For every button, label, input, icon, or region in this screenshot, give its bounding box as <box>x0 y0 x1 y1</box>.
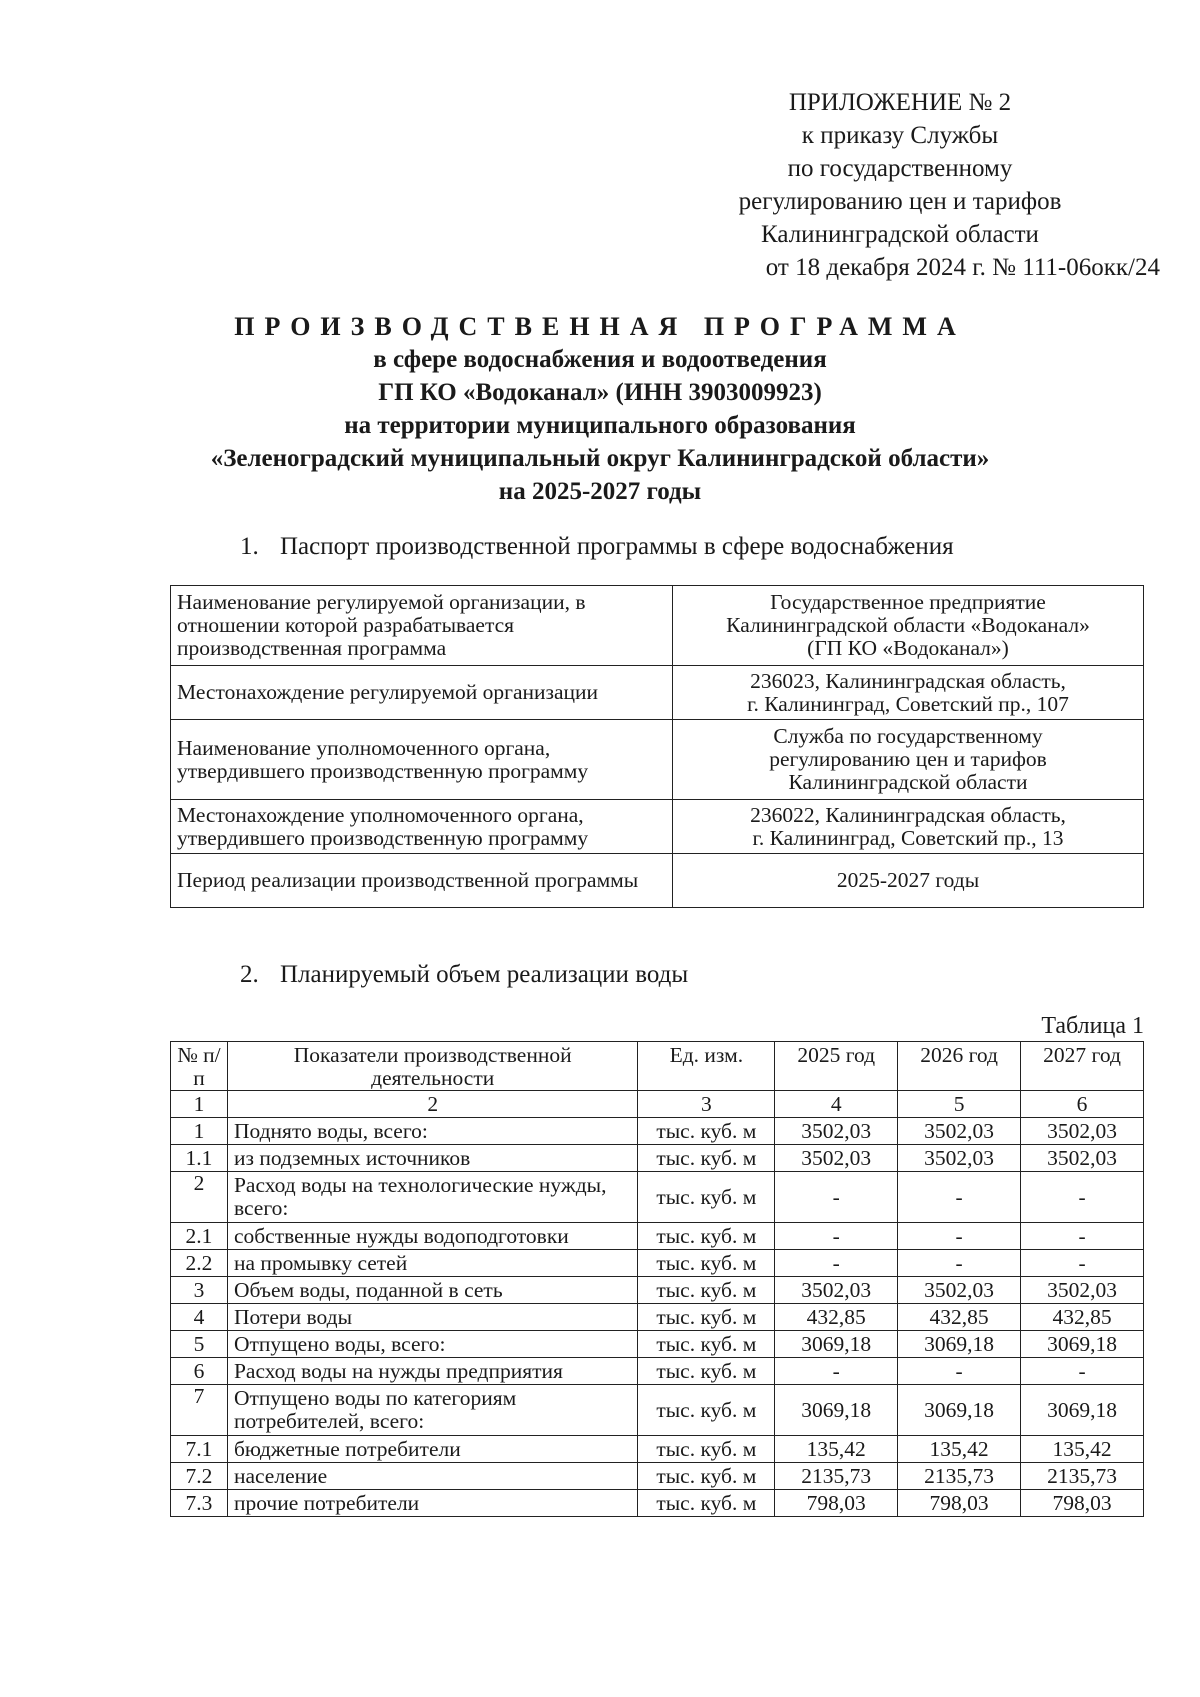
passport-label: Наименование уполномоченного органа, утвердившего производственную программу <box>171 720 673 800</box>
passport-value <box>673 854 1144 908</box>
title-line: ГП КО «Водоканал» (ИНН 3903009923) <box>378 379 822 406</box>
cell-number: 6 <box>171 1358 228 1385</box>
cell-number: 7.3 <box>171 1490 228 1517</box>
table-row <box>171 1331 1144 1358</box>
header-cell: Показатели производственной деятельности <box>227 1042 637 1091</box>
header-cell: Ед. изм. <box>638 1042 775 1091</box>
cell-unit: тыс. куб. м <box>638 1304 775 1331</box>
passport-table <box>170 585 1144 908</box>
cell-unit: тыс. куб. м <box>638 1223 775 1250</box>
table-row <box>171 1358 1144 1385</box>
passport-row <box>171 854 1144 908</box>
cell-y2026: - <box>898 1250 1021 1277</box>
passport-value-line: (ГП КО «Водоканал») <box>807 636 1009 660</box>
cell-y2027: - <box>1021 1250 1144 1277</box>
cell-y2026: 3069,18 <box>898 1331 1021 1358</box>
cell-y2025: 3502,03 <box>775 1277 898 1304</box>
cell-y2025: 135,42 <box>775 1436 898 1463</box>
passport-row <box>171 800 1144 854</box>
passport-value <box>673 800 1144 854</box>
cell-number: 2.1 <box>171 1223 228 1250</box>
section-number: 1. <box>240 533 259 560</box>
section-number: 2. <box>240 961 259 988</box>
table-header-row <box>171 1042 1144 1091</box>
cell-unit: тыс. куб. м <box>638 1277 775 1304</box>
cell-y2027: 3502,03 <box>1021 1277 1144 1304</box>
cell-y2025: 3069,18 <box>775 1331 898 1358</box>
table-row <box>171 1250 1144 1277</box>
cell-y2026: 798,03 <box>898 1490 1021 1517</box>
cell-y2025: 3502,03 <box>775 1145 898 1172</box>
appendix-line: регулированию цен и тарифов <box>738 188 1062 215</box>
header-cell: № п/п <box>171 1042 228 1091</box>
header-cell: 2026 год <box>898 1042 1021 1091</box>
passport-label: Наименование регулируемой организации, в отношении которой разрабатывается производственная программа <box>171 586 673 666</box>
cell-y2026: 432,85 <box>898 1304 1021 1331</box>
cell-y2025: 798,03 <box>775 1490 898 1517</box>
passport-label: Местонахождение регулируемой организации <box>171 666 673 720</box>
cell-y2027: - <box>1021 1358 1144 1385</box>
appendix-line: ПРИЛОЖЕНИЕ № 2 <box>788 89 1012 116</box>
cell-y2026: - <box>898 1172 1021 1223</box>
cell-name: собственные нужды водоподготовки <box>227 1223 637 1250</box>
cell-unit: тыс. куб. м <box>638 1490 775 1517</box>
table-row <box>171 1436 1144 1463</box>
passport-value-line: регулированию цен и тарифов <box>769 747 1047 771</box>
section-title: Планируемый объем реализации воды <box>280 961 689 988</box>
passport-row <box>171 666 1144 720</box>
cell-unit: тыс. куб. м <box>638 1463 775 1490</box>
table-row <box>171 1118 1144 1145</box>
cell-y2025: - <box>775 1223 898 1250</box>
cell-name: население <box>227 1463 637 1490</box>
title-line: на территории муниципального образования <box>344 412 856 439</box>
section-2-heading <box>240 960 688 990</box>
cell-y2025: 3069,18 <box>775 1385 898 1436</box>
cell-y2027: 3069,18 <box>1021 1385 1144 1436</box>
table-row <box>171 1145 1144 1172</box>
cell-y2027: 432,85 <box>1021 1304 1144 1331</box>
header-cell: 2027 год <box>1021 1042 1144 1091</box>
cell-number: 1.1 <box>171 1145 228 1172</box>
cell-y2026: 135,42 <box>898 1436 1021 1463</box>
cell-y2026: 3502,03 <box>898 1145 1021 1172</box>
column-number: 1 <box>171 1091 228 1118</box>
cell-unit: тыс. куб. м <box>638 1172 775 1223</box>
table-row <box>171 1385 1144 1436</box>
cell-number: 1 <box>171 1118 228 1145</box>
cell-y2025: 2135,73 <box>775 1463 898 1490</box>
cell-name: из подземных источников <box>227 1145 637 1172</box>
cell-name: Расход воды на технологические нужды, всего: <box>227 1172 637 1223</box>
section-1-heading <box>240 532 954 562</box>
cell-name: прочие потребители <box>227 1490 637 1517</box>
cell-name: Расход воды на нужды предприятия <box>227 1358 637 1385</box>
cell-y2025: - <box>775 1250 898 1277</box>
column-number: 3 <box>638 1091 775 1118</box>
cell-y2025: - <box>775 1358 898 1385</box>
passport-value-line: 236022, Калининградская область, <box>750 802 1066 827</box>
cell-unit: тыс. куб. м <box>638 1436 775 1463</box>
cell-name: Объем воды, поданной в сеть <box>227 1277 637 1304</box>
cell-name: Потери воды <box>227 1304 637 1331</box>
table-row <box>171 1172 1144 1223</box>
table-row <box>171 1277 1144 1304</box>
cell-name: Отпущено воды, всего: <box>227 1331 637 1358</box>
appendix-line: к приказу Службы <box>801 122 999 149</box>
cell-y2026: 3502,03 <box>898 1277 1021 1304</box>
cell-number: 4 <box>171 1304 228 1331</box>
section-title: Паспорт производственной программы в сфере водоснабжения <box>280 533 954 560</box>
cell-number: 7.2 <box>171 1463 228 1490</box>
cell-number: 3 <box>171 1277 228 1304</box>
passport-value-line: Государственное предприятие <box>770 590 1046 614</box>
cell-y2027: 3502,03 <box>1021 1118 1144 1145</box>
cell-number: 5 <box>171 1331 228 1358</box>
column-number: 6 <box>1021 1091 1144 1118</box>
passport-row <box>171 586 1144 666</box>
passport-value-line: Служба по государственному <box>773 724 1043 748</box>
cell-number: 7.1 <box>171 1436 228 1463</box>
cell-y2027: - <box>1021 1172 1144 1223</box>
cell-unit: тыс. куб. м <box>638 1385 775 1436</box>
document-title <box>0 310 1200 508</box>
passport-value-line: Калининградской области «Водоканал» <box>726 613 1090 637</box>
cell-unit: тыс. куб. м <box>638 1358 775 1385</box>
column-number-row <box>171 1091 1144 1118</box>
cell-y2027: 3069,18 <box>1021 1331 1144 1358</box>
passport-row <box>171 720 1144 800</box>
passport-value-line: г. Калининград, Советский пр., 13 <box>752 825 1064 850</box>
appendix-line: по государственному <box>787 155 1013 182</box>
cell-y2026: 3502,03 <box>898 1118 1021 1145</box>
cell-name: на промывку сетей <box>227 1250 637 1277</box>
cell-number: 2.2 <box>171 1250 228 1277</box>
table-row <box>171 1490 1144 1517</box>
title-line: на 2025-2027 годы <box>498 478 702 505</box>
water-volume-table <box>170 1041 1144 1517</box>
cell-unit: тыс. куб. м <box>638 1331 775 1358</box>
appendix-header <box>640 86 1160 284</box>
column-number: 4 <box>775 1091 898 1118</box>
table-row <box>171 1304 1144 1331</box>
cell-number: 7 <box>171 1385 228 1436</box>
passport-label: Период реализации производственной программы <box>171 854 673 908</box>
cell-unit: тыс. куб. м <box>638 1145 775 1172</box>
cell-name: Поднято воды, всего: <box>227 1118 637 1145</box>
appendix-line: Калининградской области <box>761 221 1039 248</box>
cell-y2027: 798,03 <box>1021 1490 1144 1517</box>
table-label: Таблица 1 <box>1041 1013 1144 1039</box>
cell-y2026: - <box>898 1223 1021 1250</box>
cell-number: 2 <box>171 1172 228 1223</box>
cell-y2026: - <box>898 1358 1021 1385</box>
passport-value-line: 236023, Калининградская область, <box>750 668 1066 693</box>
cell-y2027: 135,42 <box>1021 1436 1144 1463</box>
passport-value <box>673 720 1144 800</box>
title-main: ПРОИЗВОДСТВЕННАЯ ПРОГРАММА <box>234 312 966 341</box>
cell-unit: тыс. куб. м <box>638 1118 775 1145</box>
passport-label: Местонахождение уполномоченного органа, утвердившего производственную программу <box>171 800 673 854</box>
cell-y2026: 3069,18 <box>898 1385 1021 1436</box>
appendix-order-line: от 18 декабря 2024 г. № 111-06окк/24 <box>765 254 1160 281</box>
passport-value-line: Калининградской области <box>788 770 1028 794</box>
cell-y2025: 3502,03 <box>775 1118 898 1145</box>
passport-value-line: 2025-2027 годы <box>836 868 980 892</box>
column-number: 5 <box>898 1091 1021 1118</box>
cell-name: Отпущено воды по категориям потребителей, всего: <box>227 1385 637 1436</box>
passport-value <box>673 666 1144 720</box>
table-row <box>171 1223 1144 1250</box>
cell-y2027: 3502,03 <box>1021 1145 1144 1172</box>
header-cell: 2025 год <box>775 1042 898 1091</box>
cell-y2025: - <box>775 1172 898 1223</box>
title-line: в сфере водоснабжения и водоотведения <box>373 346 827 373</box>
cell-y2027: - <box>1021 1223 1144 1250</box>
cell-y2026: 2135,73 <box>898 1463 1021 1490</box>
passport-value <box>673 586 1144 666</box>
title-line: «Зеленоградский муниципальный округ Калининградской области» <box>210 445 990 472</box>
cell-name: бюджетные потребители <box>227 1436 637 1463</box>
cell-y2025: 432,85 <box>775 1304 898 1331</box>
table-row <box>171 1463 1144 1490</box>
cell-y2027: 2135,73 <box>1021 1463 1144 1490</box>
cell-unit: тыс. куб. м <box>638 1250 775 1277</box>
column-number: 2 <box>227 1091 637 1118</box>
passport-value-line: г. Калининград, Советский пр., 107 <box>747 691 1069 716</box>
